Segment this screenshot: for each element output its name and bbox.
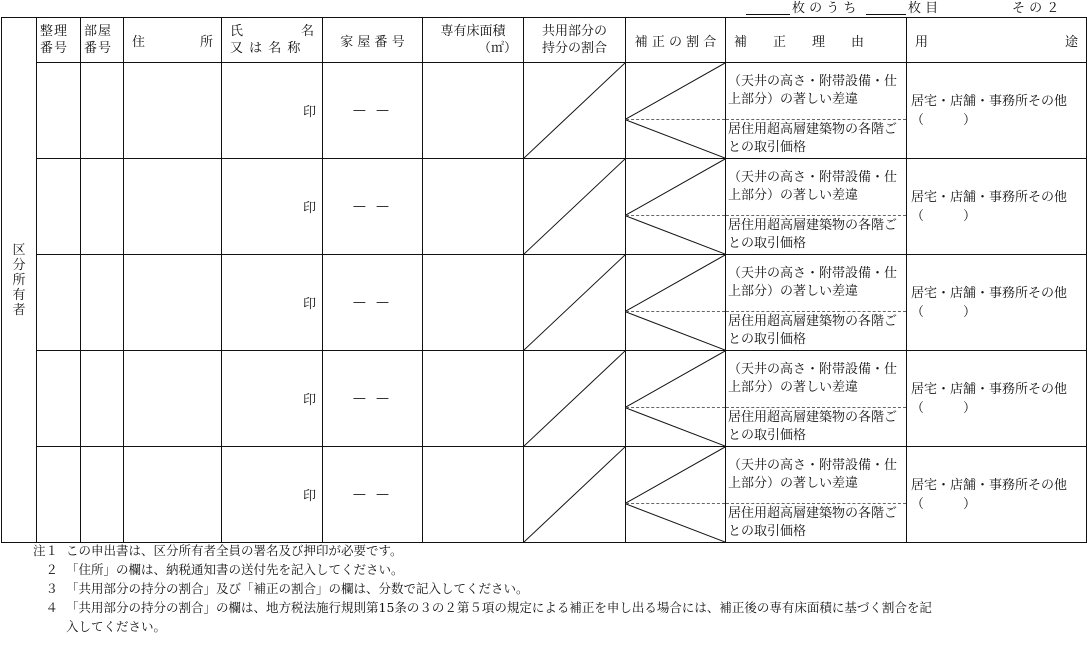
side-label-char: 所	[12, 272, 26, 288]
use-cell[interactable]: 居宅・店舗・事務所その他（ ）	[907, 351, 1087, 447]
room-number-cell[interactable]	[81, 447, 124, 543]
address-cell[interactable]	[124, 255, 222, 351]
correction-ratio-cell[interactable]	[626, 447, 726, 504]
use-cell[interactable]: 居宅・店舗・事務所その他（ ）	[907, 447, 1087, 543]
area-cell[interactable]	[423, 255, 524, 351]
note-item	[28, 579, 1083, 598]
owner-table	[1, 17, 1087, 543]
correction-ratio-cell[interactable]	[626, 351, 726, 408]
side-label-char: 者	[12, 302, 26, 318]
share-fraction-line	[524, 63, 625, 158]
header-heya: 部屋 番号	[81, 18, 124, 63]
header-area: 専有床面積 （㎡）	[423, 18, 524, 63]
house-number-cell[interactable]	[323, 447, 423, 543]
reason-cell[interactable]: （天井の高さ・附帯設備・仕上部分）の著しい差違	[726, 159, 907, 216]
note-item	[28, 598, 1083, 617]
header-share: 共用部分の 持分の割合	[524, 18, 626, 63]
ratio-fraction-line	[626, 216, 725, 254]
correction-ratio-cell[interactable]	[626, 504, 726, 543]
note-number: ４	[45, 600, 58, 615]
header-row	[2, 18, 1087, 63]
room-number-cell[interactable]	[81, 63, 124, 159]
seiri-number-cell[interactable]	[37, 63, 81, 159]
owner-side-label	[2, 18, 37, 543]
note-text: 「住所」の欄は、納税通知書の送付先を記入してください。	[66, 562, 404, 577]
address-cell[interactable]	[124, 63, 222, 159]
header-seiri: 整理 番号	[37, 18, 81, 63]
ratio-fraction-line	[626, 120, 725, 158]
owner-row	[2, 255, 1087, 312]
area-cell[interactable]	[423, 63, 524, 159]
address-cell[interactable]	[124, 447, 222, 543]
share-fraction-line	[524, 159, 625, 254]
owner-row	[2, 159, 1087, 216]
area-cell[interactable]	[423, 447, 524, 543]
reason-cell[interactable]: （天井の高さ・附帯設備・仕上部分）の著しい差違	[726, 447, 907, 504]
reason-cell[interactable]: （天井の高さ・附帯設備・仕上部分）の著しい差違	[726, 63, 907, 120]
header-address: 住 所	[124, 18, 222, 63]
share-cell[interactable]	[524, 447, 626, 543]
house-number-cell[interactable]	[323, 63, 423, 159]
room-number-cell[interactable]	[81, 351, 124, 447]
use-cell[interactable]: 居宅・店舗・事務所その他（ ）	[907, 255, 1087, 351]
share-fraction-line	[524, 255, 625, 350]
header-name: 氏 名 又 は 名 称	[222, 18, 323, 63]
note-text: この申出書は、区分所有者全員の署名及び押印が必要です。	[66, 543, 403, 558]
correction-ratio-cell[interactable]	[626, 159, 726, 216]
sheet-number-label: 枚 目	[908, 1, 939, 16]
house-number-dash: — —	[352, 391, 393, 406]
house-number-cell[interactable]	[323, 255, 423, 351]
reason-cell[interactable]: （天井の高さ・附帯設備・仕上部分）の著しい差違	[726, 255, 907, 312]
ratio-fraction-line	[626, 255, 725, 311]
seiri-number-cell[interactable]	[37, 159, 81, 255]
seal-mark: 印	[302, 297, 316, 312]
seiri-number-cell[interactable]	[37, 255, 81, 351]
house-number-dash: — —	[352, 199, 393, 214]
correction-ratio-cell[interactable]	[626, 312, 726, 351]
correction-ratio-cell[interactable]	[626, 408, 726, 447]
address-cell[interactable]	[124, 159, 222, 255]
sheet-number-field[interactable]	[866, 14, 906, 15]
reason-cell[interactable]: 居住用超高層建築物の各階ごとの取引価格	[726, 504, 907, 543]
notes	[28, 541, 1083, 636]
ratio-fraction-line	[626, 63, 725, 119]
note-item	[28, 560, 1083, 579]
seal-mark: 印	[302, 201, 316, 216]
use-cell[interactable]: 居宅・店舗・事務所その他（ ）	[907, 159, 1087, 255]
header-use: 用 途	[907, 18, 1087, 63]
note-number: ２	[45, 562, 58, 577]
house-number-cell[interactable]	[323, 159, 423, 255]
address-cell[interactable]	[124, 351, 222, 447]
owner-row	[2, 351, 1087, 408]
reason-cell[interactable]: 居住用超高層建築物の各階ごとの取引価格	[726, 312, 907, 351]
owner-row	[2, 447, 1087, 504]
seiri-number-cell[interactable]	[37, 351, 81, 447]
header-house-number: 家 屋 番 号	[323, 18, 423, 63]
side-label-char: 有	[12, 287, 26, 303]
side-label-char: 分	[12, 257, 26, 273]
note-text: 「共用部分の持分の割合」の欄は、地方税法施行規則第15条の３の２第５項の規定による補正を申し出る場合には、補正後の専有床面積に基づく割合を記	[66, 600, 932, 615]
room-number-cell[interactable]	[81, 255, 124, 351]
share-fraction-line	[524, 351, 625, 446]
house-number-dash: — —	[352, 103, 393, 118]
seal-mark: 印	[302, 489, 316, 504]
share-cell[interactable]	[524, 351, 626, 447]
sheet-count-field[interactable]	[746, 14, 790, 15]
share-fraction-line	[524, 447, 625, 542]
name-cell[interactable]	[222, 255, 323, 351]
owner-row	[2, 63, 1087, 120]
part-label: そ の ２	[1012, 1, 1060, 16]
share-cell[interactable]	[524, 63, 626, 159]
correction-ratio-cell[interactable]	[626, 120, 726, 159]
name-cell[interactable]	[222, 63, 323, 159]
house-number-cell[interactable]	[323, 351, 423, 447]
share-cell[interactable]	[524, 255, 626, 351]
area-cell[interactable]	[423, 351, 524, 447]
ratio-fraction-line	[626, 351, 725, 407]
reason-cell[interactable]: （天井の高さ・附帯設備・仕上部分）の著しい差違	[726, 351, 907, 408]
note-number: ３	[45, 581, 58, 596]
correction-ratio-cell[interactable]	[626, 255, 726, 312]
share-cell[interactable]	[524, 159, 626, 255]
sheet-header	[0, 0, 1087, 17]
sheets-of-label: 枚 の う ち	[792, 1, 857, 16]
note-text: 「共用部分の持分の割合」及び「補正の割合」の欄は、分数で記入してください。	[66, 581, 529, 596]
room-number-cell[interactable]	[81, 159, 124, 255]
use-cell[interactable]: 居宅・店舗・事務所その他（ ）	[907, 63, 1087, 159]
seal-mark: 印	[302, 105, 316, 120]
name-cell[interactable]	[222, 351, 323, 447]
ratio-fraction-line	[626, 447, 725, 503]
reason-cell[interactable]: 居住用超高層建築物の各階ごとの取引価格	[726, 216, 907, 255]
side-label-char: 区	[12, 242, 26, 258]
ratio-fraction-line	[626, 159, 725, 215]
seal-mark: 印	[302, 393, 316, 408]
name-cell[interactable]	[222, 447, 323, 543]
note-number: 注１	[32, 543, 58, 558]
area-cell[interactable]	[423, 159, 524, 255]
house-number-dash: — —	[352, 487, 393, 502]
ratio-fraction-line	[626, 408, 725, 446]
ratio-fraction-line	[626, 312, 725, 350]
seiri-number-cell[interactable]	[37, 447, 81, 543]
note-item	[28, 541, 1083, 560]
house-number-dash: — —	[352, 295, 393, 310]
correction-ratio-cell[interactable]	[626, 63, 726, 120]
reason-cell[interactable]: 居住用超高層建築物の各階ごとの取引価格	[726, 408, 907, 447]
header-correction-reason: 補 正 理 由	[726, 18, 907, 63]
header-correction-ratio: 補 正 の 割 合	[626, 18, 726, 63]
name-cell[interactable]	[222, 159, 323, 255]
ratio-fraction-line	[626, 504, 725, 542]
correction-ratio-cell[interactable]	[626, 216, 726, 255]
reason-cell[interactable]: 居住用超高層建築物の各階ごとの取引価格	[726, 120, 907, 159]
note-text-continued: 入してください。	[66, 619, 167, 634]
